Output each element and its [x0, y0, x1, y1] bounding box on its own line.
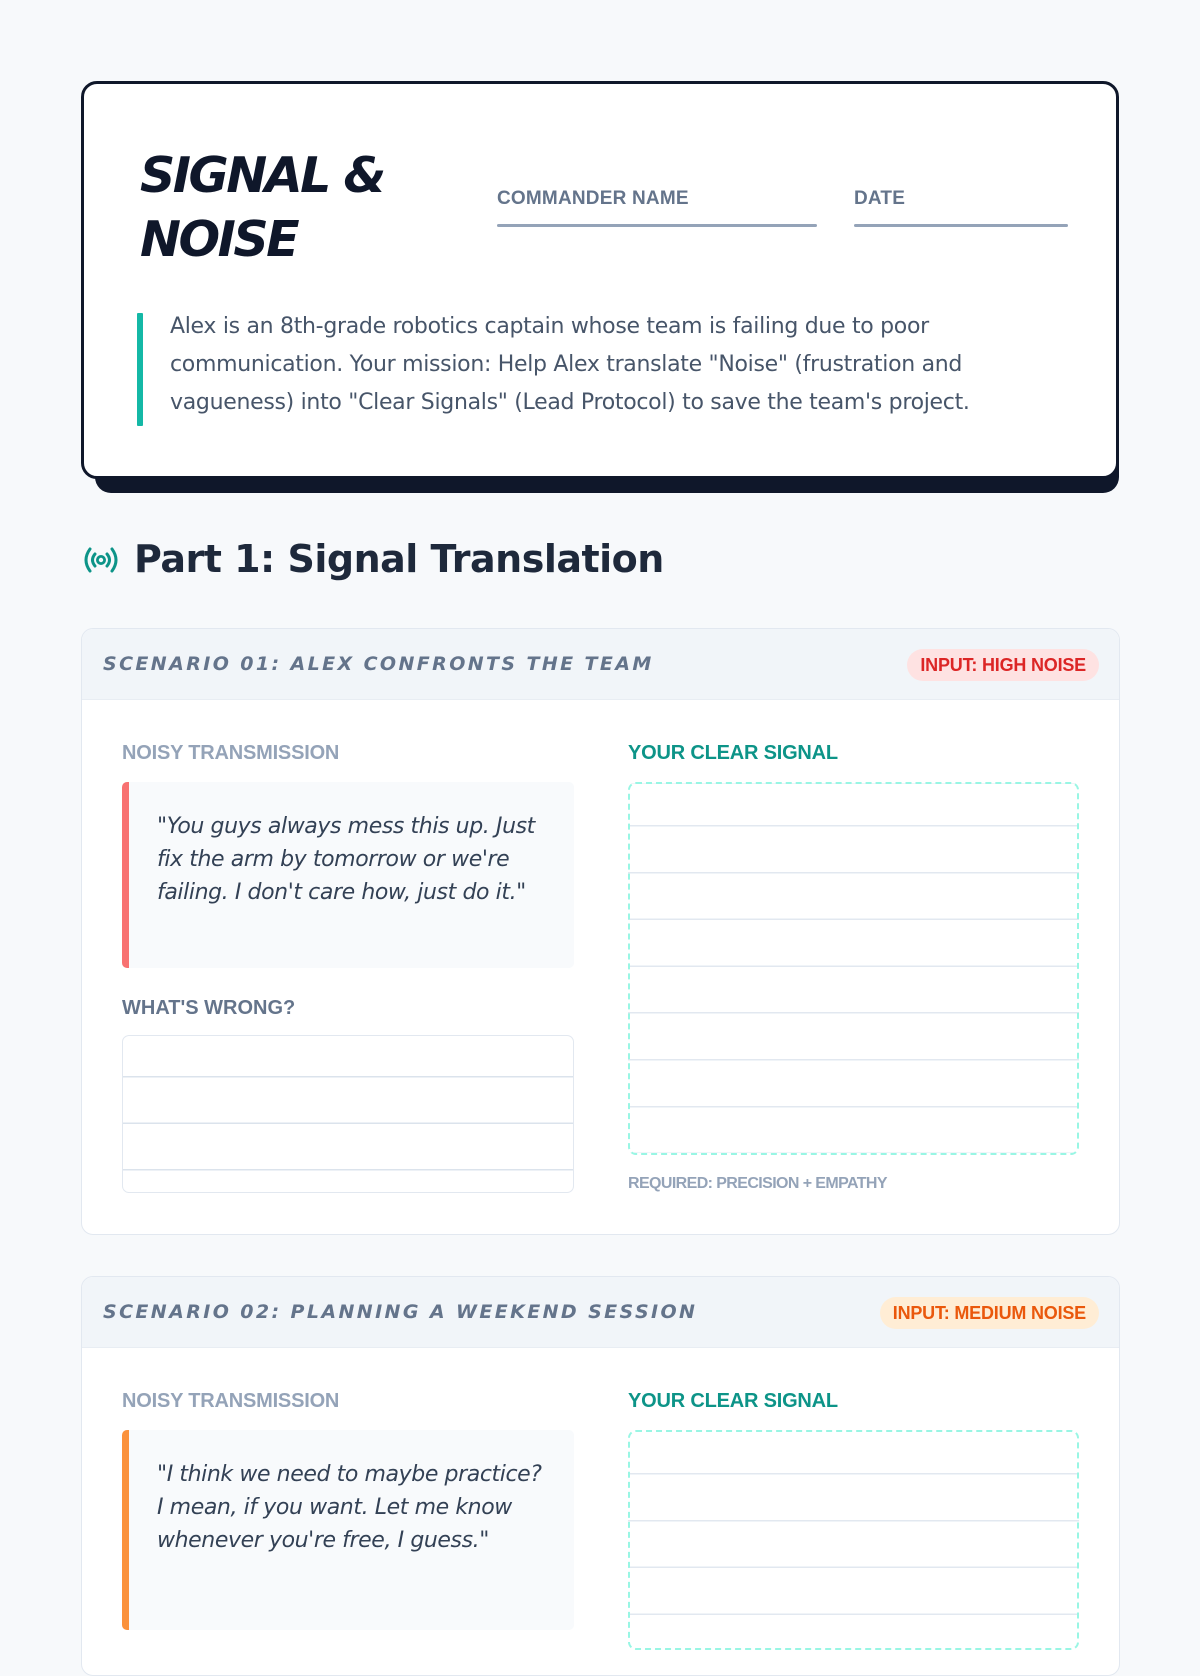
commander-name-field[interactable]: [497, 224, 817, 227]
clear-signal-answer-box[interactable]: [628, 782, 1079, 1155]
scenario-header: [82, 629, 1119, 700]
header-card: [81, 81, 1119, 493]
date-field[interactable]: [854, 224, 1068, 227]
whats-wrong-answer-box[interactable]: [122, 1035, 574, 1193]
noise-level-badge: INPUT: MEDIUM NOISE: [880, 1297, 1099, 1329]
noisy-quote: "You guys always mess this up. Just fix the arm by tomorrow or we're failing. I don't care how, just do it.": [157, 814, 535, 905]
scenario-card: [81, 628, 1120, 1235]
header-card-body: [81, 81, 1119, 479]
quote-accent-bar: [122, 782, 129, 968]
noisy-quote: "I think we need to maybe practice? I mean, if you want. Let me know whenever you're free, I guess.": [157, 1462, 542, 1553]
noisy-quote-box: [122, 782, 574, 968]
scenario-title: SCENARIO 02: PLANNING A WEEKEND SESSION: [103, 1301, 698, 1323]
intro-text: Alex is an 8th-grade robotics captain whose team is failing due to poor communication. Your mission: Help Alex translate "Noise" (frustration and vagueness) into "Clear Signals" (Lead Protocol) to save the team's project.: [170, 314, 970, 415]
noisy-transmission-label: NOISY TRANSMISSION: [122, 1390, 340, 1412]
commander-name-label: COMMANDER NAME: [497, 188, 689, 209]
broadcast-icon: [81, 545, 121, 575]
worksheet-title: SIGNAL & NOISE: [140, 147, 384, 268]
requirement-note: REQUIRED: PRECISION + EMPATHY: [628, 1175, 887, 1192]
noisy-quote-box: [122, 1430, 574, 1630]
scenario-header: [82, 1277, 1119, 1348]
whats-wrong-label: WHAT'S WRONG?: [122, 997, 296, 1019]
scenario-title: SCENARIO 01: ALEX CONFRONTS THE TEAM: [103, 653, 654, 675]
clear-signal-label: YOUR CLEAR SIGNAL: [628, 1390, 838, 1412]
noise-level-badge: INPUT: HIGH NOISE: [907, 649, 1099, 681]
section-title: Part 1: Signal Translation: [134, 537, 664, 581]
quote-accent-bar: [122, 1430, 129, 1630]
clear-signal-answer-box[interactable]: [628, 1430, 1079, 1650]
noisy-transmission-label: NOISY TRANSMISSION: [122, 742, 340, 764]
intro-accent-bar: [137, 313, 143, 426]
scenario-card: [81, 1276, 1120, 1676]
date-label: DATE: [854, 188, 906, 209]
clear-signal-label: YOUR CLEAR SIGNAL: [628, 742, 838, 764]
